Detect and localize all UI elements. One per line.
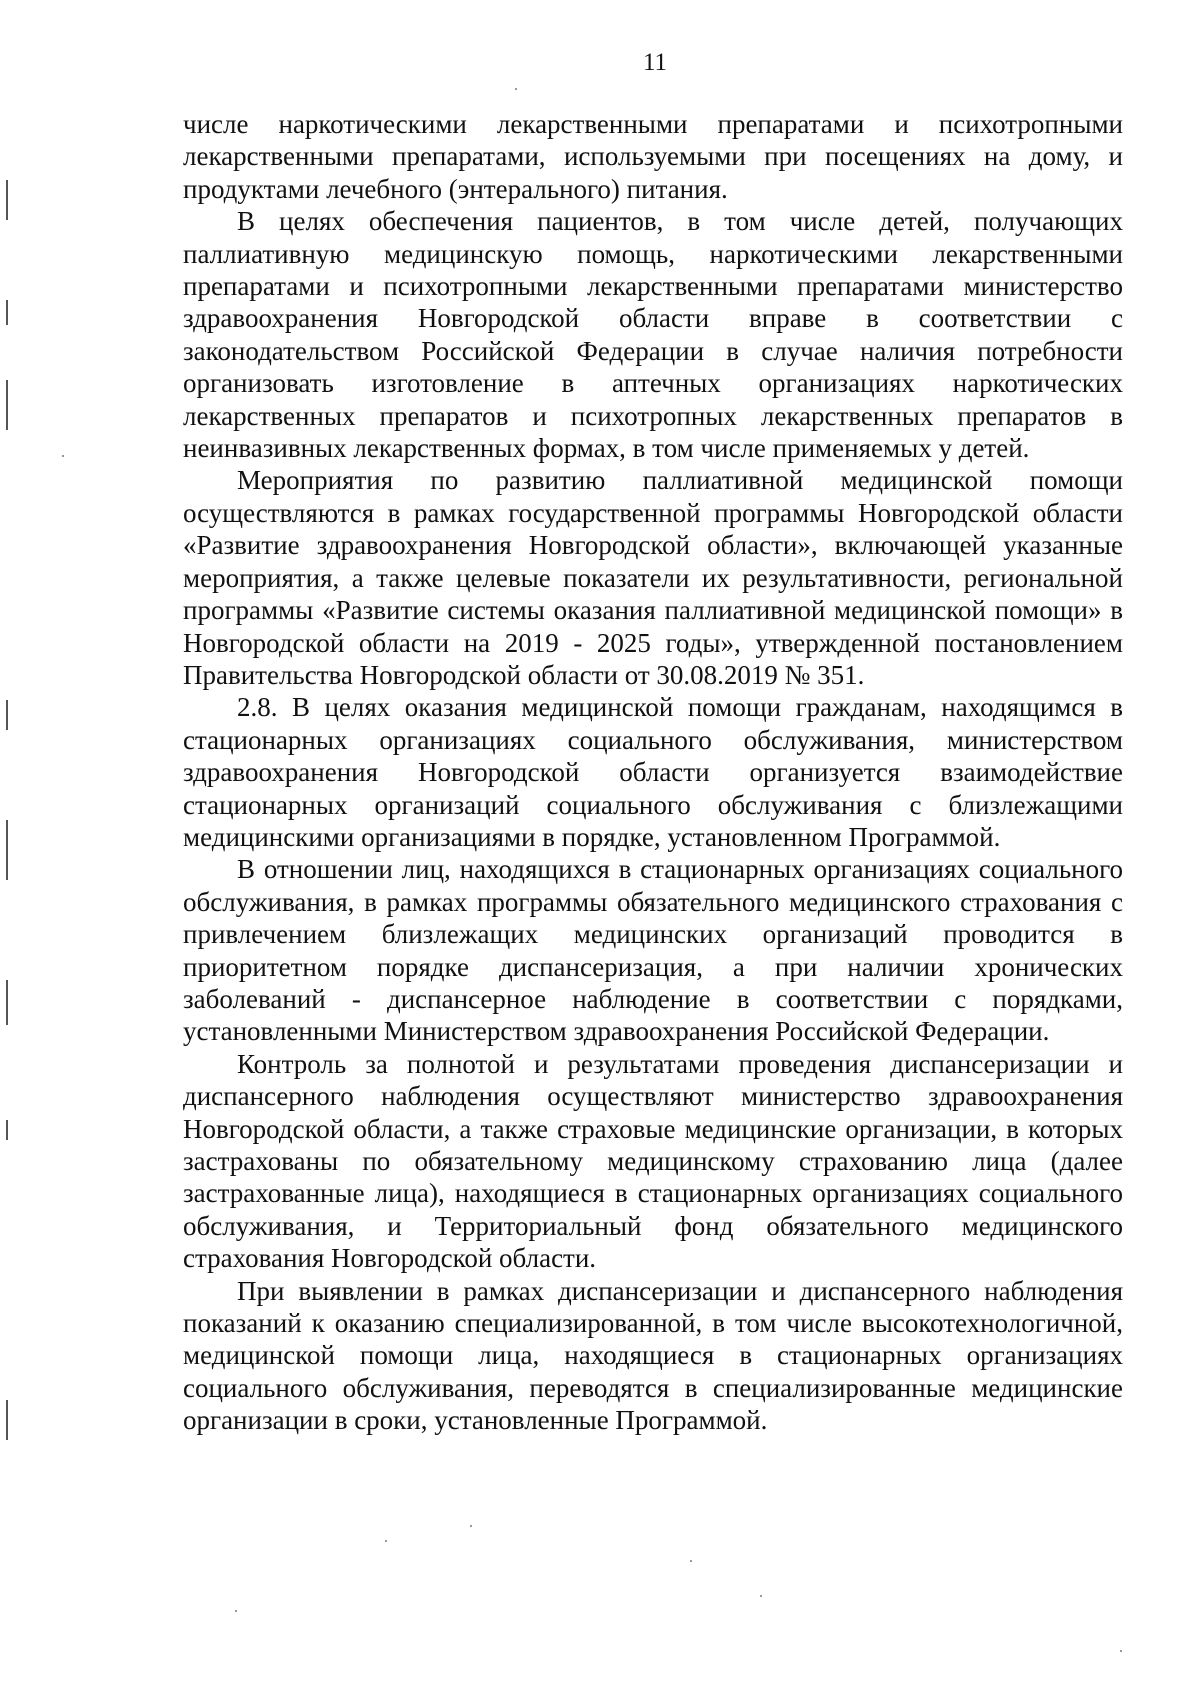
paragraph-palliative-programs: Мероприятия по развитию паллиативной медицинской помощи осуществляются в рамках государственной программы Новгородской области «Развитие здравоохранения Новгородской области», включающей указанные мероприятия, а также целевые показатели их результативности, региональной программы «Развитие системы оказания паллиативной медицинской помощи» в Новгородской области на 2019 - 2025 годы», утвержденной постановлением Правительства Новгородской области от 30.08.2019 № 351. (183, 465, 1123, 690)
scan-edge-mark (6, 1120, 8, 1140)
scan-edge-mark (6, 380, 8, 430)
scan-speck (470, 1525, 472, 1527)
scan-edge-mark (6, 1400, 8, 1440)
scan-speck (515, 88, 517, 90)
paragraph-palliative-drugs: В целях обеспечения пациентов, в том числе детей, получающих паллиативную медицинскую помощь, наркотическими лекарственными препаратами и психотропными лекарственными препаратами министерство здравоохранения Новгородской области вправе в соответствии с законодательством Российской Федерации в случае наличия потребности организовать изготовление в аптечных организациях наркотических лекарственных препаратов и психотропных лекарственных препаратов в неинвазивных лекарственных формах, в том числе применяемых у детей. (183, 206, 1123, 464)
scan-edge-mark (6, 980, 8, 1025)
scan-edge-mark (6, 180, 8, 220)
scan-speck (760, 1595, 762, 1597)
scan-speck (385, 1540, 387, 1542)
scan-speck (1120, 1650, 1122, 1652)
scan-speck (62, 455, 64, 457)
paragraph-dispensary-care: В отношении лиц, находящихся в стационарных организациях социального обслуживания, в рамках программы обязательного медицинского страхования с привлечением близлежащих медицинских организаций проводится в приоритетном порядке диспансеризация, а при наличии хронических заболеваний - диспансерное наблюдение в соответствии с порядками, установленными Министерством здравоохранения Российской Федерации. (183, 854, 1123, 1047)
scan-edge-mark (6, 820, 8, 880)
scan-edge-mark (6, 700, 8, 730)
document-body (183, 108, 1123, 1437)
scan-edge-mark (6, 300, 8, 325)
paragraph-transfer: При выявлении в рамках диспансеризации и диспансерного наблюдения показаний к оказанию специализированной, в том числе высокотехнологичной, медицинской помощи лица, находящиеся в стационарных организациях социального обслуживания, переводятся в специализированные медицинские организации в сроки, установленные Программой. (183, 1275, 1123, 1436)
paragraph-continuation: числе наркотическими лекарственными препаратами и психотропными лекарственными препаратами, используемыми при посещениях на дому, и продуктами лечебного (энтерального) питания. (183, 109, 1123, 204)
scan-speck (235, 1610, 237, 1612)
scan-speck (690, 1560, 692, 1562)
paragraph-control: Контроль за полнотой и результатами проведения диспансеризации и диспансерного наблюдения осуществляют министерство здравоохранения Новгородской области, а также страховые медицинские организации, в которых застрахованы по обязательному медицинскому страхованию лица (далее застрахованные лица), находящиеся в стационарных организациях социального обслуживания, и Территориальный фонд обязательного медицинского страхования Новгородской области. (183, 1048, 1123, 1274)
page-number: 11 (642, 49, 668, 76)
paragraph-section-2-8: 2.8. В целях оказания медицинской помощи гражданам, находящимся в стационарных организациях социального обслуживания, министерством здравоохранения Новгородской области организуется взаимодействие стационарных организаций социального обслуживания с близлежащими медицинскими организациями в порядке, установленном Программой. (183, 692, 1123, 852)
